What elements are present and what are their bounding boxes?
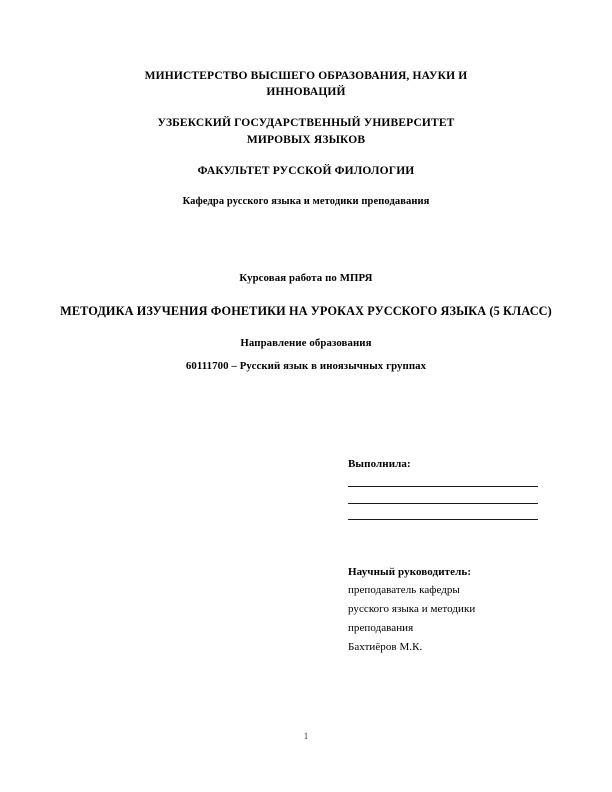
supervisor-label: Научный руководитель: (348, 566, 472, 578)
author-blank-lines (348, 486, 540, 520)
page-number: 1 (303, 731, 309, 741)
faculty-name: ФАКУЛЬТЕТ РУССКОЙ ФИЛОЛОГИИ (197, 164, 415, 177)
page-title: МЕТОДИКА ИЗУЧЕНИЯ ФОНЕТИКИ НА УРОКАХ РУССКОГО ЯЗЫКА (5 КЛАСС) (60, 304, 552, 318)
department-name: Кафедра русского языка и методики преподавания (182, 196, 430, 208)
author-label: Выполнила: (348, 458, 411, 470)
university-line-2: МИРОВЫХ ЯЗЫКОВ (246, 133, 366, 146)
author-blank-line (348, 486, 538, 487)
author-blank-line (348, 503, 538, 504)
supervisor-position-line-2: русского языка и методики (348, 603, 476, 615)
supervisor-block (348, 564, 548, 657)
ministry-line-2: ИННОВАЦИЙ (266, 86, 346, 99)
author-blank-line (348, 519, 538, 520)
education-direction-code: 60111700 – Русский язык в иноязычных группах (185, 360, 427, 372)
supervisor-position-line-3: преподавания (348, 622, 414, 634)
ministry-line-1: МИНИСТЕРСТВО ВЫСШЕГО ОБРАЗОВАНИЯ, НАУКИ И (144, 70, 468, 82)
supervisor-name: Бахтиёров М.К. (348, 641, 423, 653)
supervisor-position-line-1: преподаватель кафедры (348, 584, 460, 596)
institution-header (86, 68, 526, 210)
author-block (348, 456, 540, 536)
work-type-label: Курсовая работа по МПРЯ (239, 272, 373, 284)
university-line-1: УЗБЕКСКИЙ ГОСУДАРСТВЕННЫЙ УНИВЕРСИТЕТ (157, 117, 455, 130)
work-title-block (56, 270, 556, 374)
education-direction-label: Направление образования (240, 337, 372, 349)
